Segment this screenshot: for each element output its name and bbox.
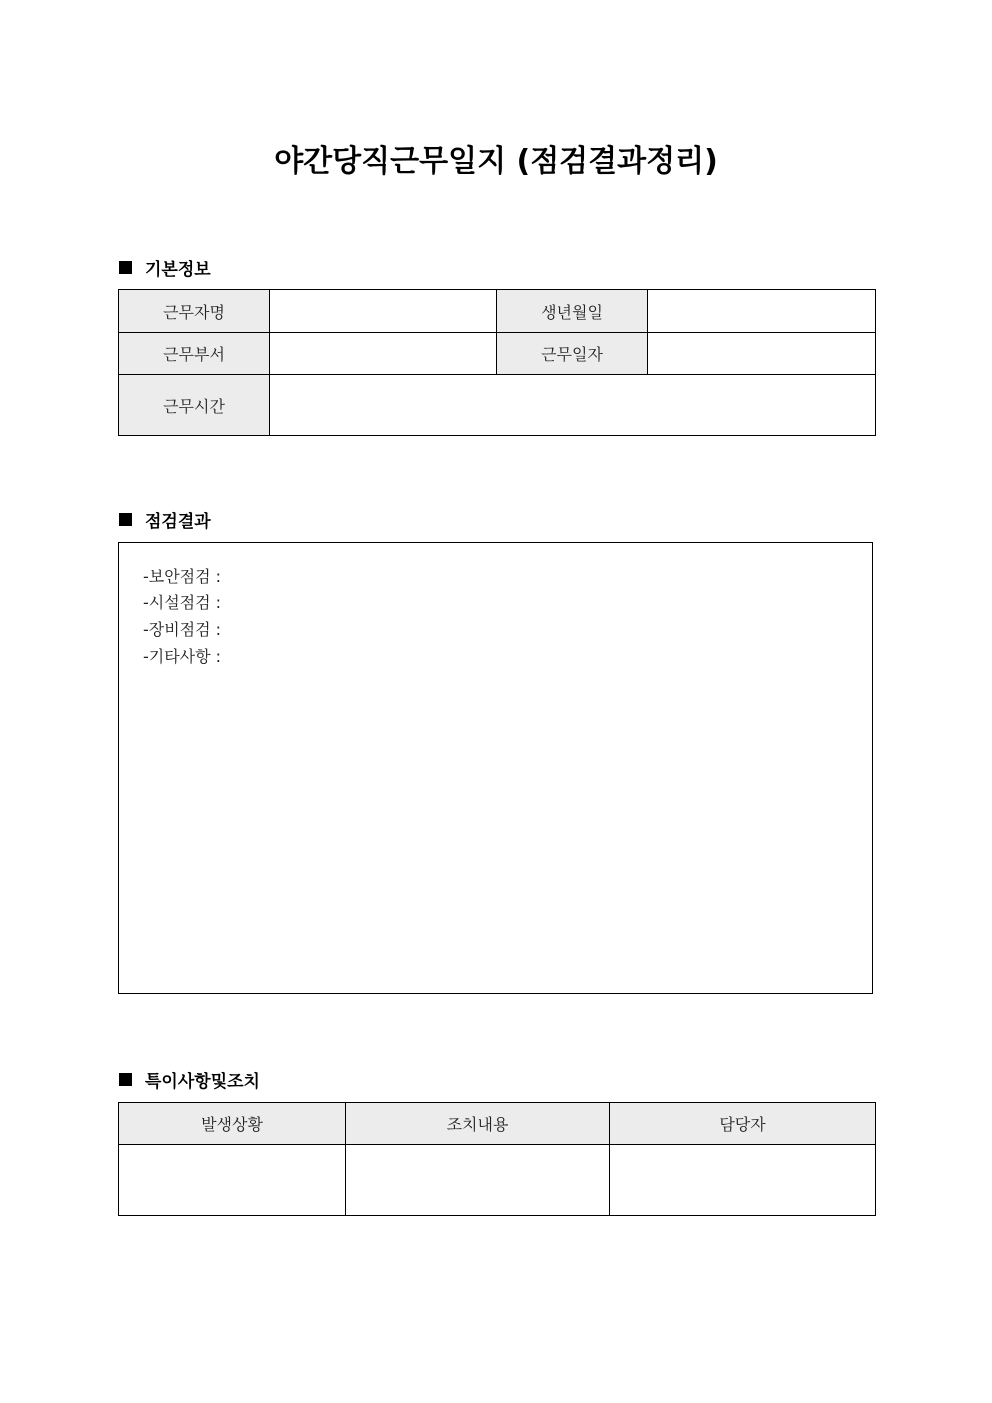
inspection-line-equipment: -장비점검 : [143,620,222,639]
inspection-line-facility: -시설점검 : [143,593,222,612]
label-birth-date: 생년월일 [497,290,648,333]
field-work-date[interactable] [648,333,876,375]
column-header-person-in-charge: 담당자 [610,1103,876,1145]
inspection-line-other: -기타사항 : [143,647,222,666]
field-work-hours[interactable] [270,375,876,436]
section-heading-label: 기본정보 [145,260,211,280]
table-row [119,1145,876,1216]
inspection-line-security: -보안점검 : [143,567,222,586]
section-heading-special-notes [119,1067,260,1092]
field-department[interactable] [270,333,497,375]
label-worker-name: 근무자명 [119,290,270,333]
square-bullet-icon [119,513,132,526]
special-notes-table [118,1102,876,1216]
field-birth-date[interactable] [648,290,876,333]
square-bullet-icon [119,261,132,274]
square-bullet-icon [119,1073,132,1086]
label-work-date: 근무일자 [497,333,648,375]
section-heading-label: 점검결과 [145,512,211,532]
label-department: 근무부서 [119,333,270,375]
field-situation[interactable] [119,1145,346,1216]
inspection-results-box[interactable] [118,542,873,994]
field-action[interactable] [346,1145,610,1216]
field-worker-name[interactable] [270,290,497,333]
section-heading-basic-info [119,255,211,280]
field-person-in-charge[interactable] [610,1145,876,1216]
basic-info-table [118,289,876,436]
section-heading-label: 특이사항및조치 [145,1072,260,1092]
document-title: 야간당직근무일지 (점검결과정리) [274,144,718,179]
label-work-hours: 근무시간 [119,375,270,436]
column-header-action: 조치내용 [346,1103,610,1145]
section-heading-inspection [119,507,211,532]
column-header-situation: 발생상황 [119,1103,346,1145]
